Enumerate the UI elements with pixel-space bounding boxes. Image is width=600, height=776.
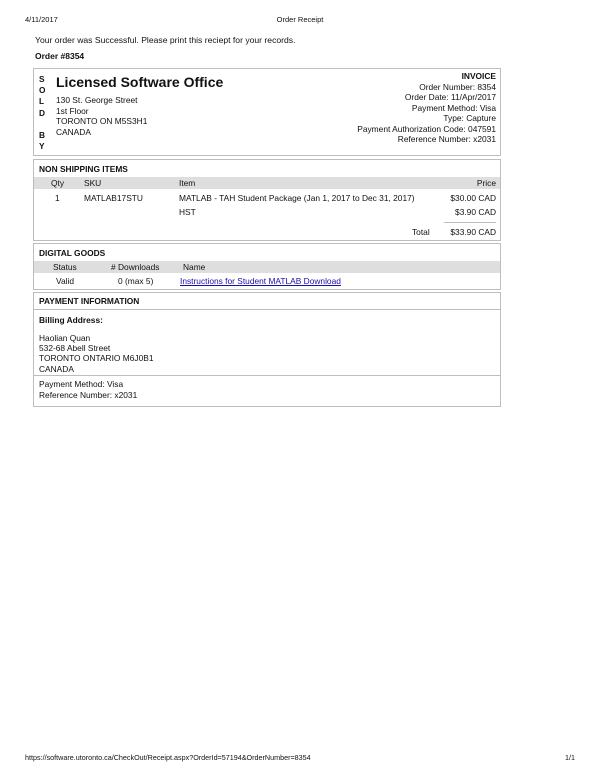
- total-separator: [444, 222, 496, 223]
- transaction-type: Type: Capture: [443, 113, 496, 123]
- item-price: $30.00 CAD: [450, 193, 496, 203]
- seller-address-line: 130 St. George Street: [56, 95, 138, 105]
- payment-authorization-code: Payment Authorization Code: 047591: [357, 123, 496, 134]
- order-number: Order Number: 8354: [419, 81, 496, 92]
- payment-summary: [39, 379, 137, 400]
- total-label: Total: [412, 227, 430, 237]
- billing-address-line: Haolian Quan: [39, 333, 91, 343]
- sold-by-letter: S: [39, 74, 45, 84]
- sold-by-letter: [39, 119, 49, 130]
- status-header: Status: [53, 262, 77, 272]
- sold-by-letter: D: [39, 107, 45, 118]
- sku-header: SKU: [84, 178, 102, 188]
- sold-by-vertical-label: [39, 74, 49, 152]
- download-status: Valid: [56, 276, 75, 286]
- section-divider: [34, 375, 500, 376]
- reference-number: Reference Number: x2031: [39, 389, 138, 400]
- seller-invoice-panel: [33, 68, 501, 156]
- billing-address-line: TORONTO ONTARIO M6J0B1: [39, 353, 154, 364]
- invoice-details: [357, 71, 496, 145]
- billing-address-line: CANADA: [39, 363, 74, 374]
- seller-address-line: 1st Floor: [56, 105, 89, 116]
- print-page-title: Order Receipt: [276, 15, 324, 24]
- payment-information-panel: [33, 292, 501, 407]
- digital-goods-table-header: [34, 261, 500, 273]
- seller-name: Licensed Software Office: [56, 74, 224, 90]
- billing-address-line: 532-68 Abell Street: [39, 343, 111, 354]
- seller-address-line: TORONTO ON M5S3H1: [56, 116, 148, 126]
- non-shipping-items-panel: [33, 159, 501, 241]
- name-header: Name: [183, 262, 206, 272]
- item-description: MATLAB - TAH Student Package (Jan 1, 2017 to Dec 31, 2017): [179, 193, 415, 203]
- print-page-number: 1/1: [565, 753, 575, 762]
- payment-method: Payment Method: Visa: [39, 379, 124, 389]
- item-sku: MATLAB17STU: [84, 193, 143, 203]
- digital-goods-title: DIGITAL GOODS: [39, 248, 106, 258]
- tax-label: HST: [179, 207, 196, 217]
- payment-method: Payment Method: Visa: [411, 102, 496, 113]
- tax-amount: $3.90 CAD: [455, 207, 496, 217]
- item-qty: 1: [55, 193, 60, 203]
- billing-address: [39, 333, 153, 374]
- download-instructions-link[interactable]: Instructions for Student MATLAB Download: [180, 276, 341, 286]
- seller-address-line: CANADA: [56, 126, 91, 137]
- reference-number: Reference Number: x2031: [397, 134, 496, 144]
- item-header: Item: [179, 178, 196, 188]
- download-count: 0 (max 5): [118, 276, 154, 286]
- success-message: Your order was Successful. Please print this reciept for your records.: [35, 35, 296, 45]
- order-date: Order Date: 11/Apr/2017: [404, 92, 496, 102]
- sold-by-letter: Y: [39, 141, 45, 152]
- price-header: Price: [476, 178, 496, 188]
- sold-by-letter: L: [39, 96, 45, 107]
- items-table-header: [34, 177, 500, 189]
- digital-goods-panel: [33, 243, 501, 290]
- invoice-title: INVOICE: [461, 71, 496, 81]
- section-divider: [34, 309, 500, 310]
- billing-address-label: Billing Address:: [39, 315, 103, 325]
- order-heading: Order #8354: [35, 51, 85, 61]
- qty-header: Qty: [51, 178, 65, 188]
- sold-by-letter: B: [39, 130, 45, 141]
- seller-address: [56, 95, 147, 137]
- non-shipping-title: NON SHIPPING ITEMS: [39, 164, 128, 174]
- print-footer-url: https://software.utoronto.ca/CheckOut/Receipt.aspx?OrderId=57194&OrderNumber=8354: [25, 753, 311, 762]
- print-date: 4/11/2017: [25, 15, 58, 24]
- payment-information-title: PAYMENT INFORMATION: [39, 296, 140, 306]
- downloads-header: # Downloads: [111, 262, 160, 272]
- total-amount: $33.90 CAD: [450, 227, 496, 237]
- sold-by-letter: O: [39, 85, 46, 96]
